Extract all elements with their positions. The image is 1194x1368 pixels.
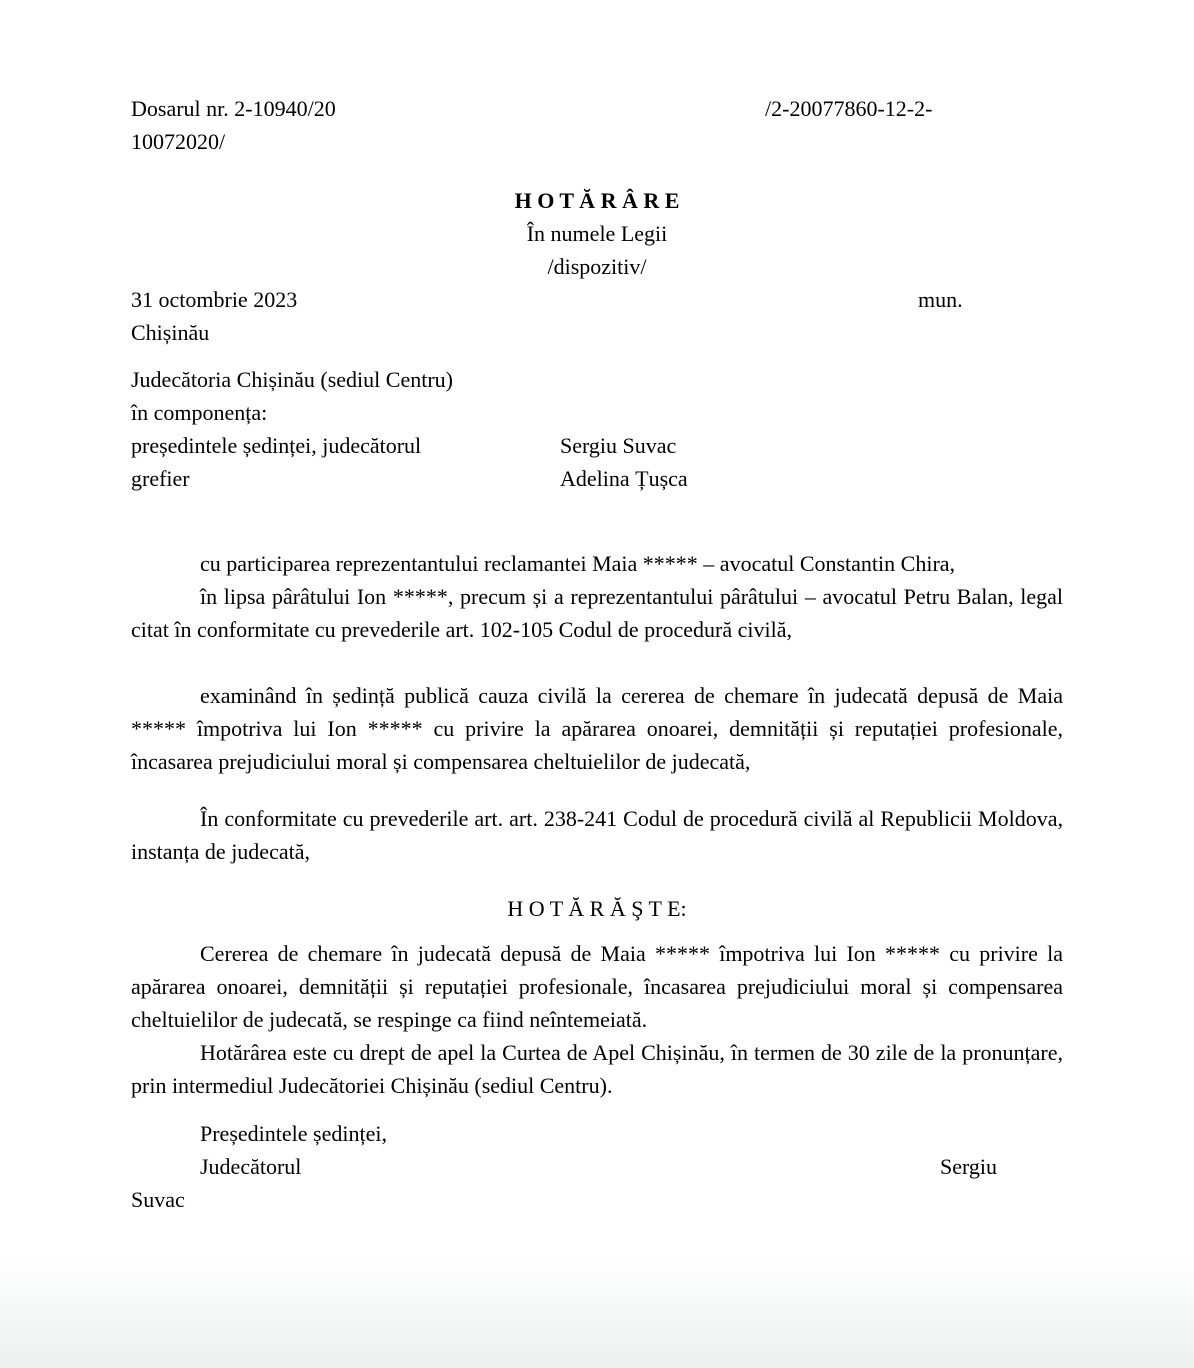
clerk-role-label: grefier — [131, 466, 190, 491]
signature-judge-label: Judecătorul — [200, 1154, 302, 1179]
ruling-heading: H O T Ă R Ă Ş T E: — [507, 896, 687, 921]
judge-name: Sergiu Suvac — [560, 433, 677, 458]
signature-role-line: Președintele ședinței, — [200, 1121, 387, 1146]
body-paragraph-examination: examinând în ședință publică cauza civilă la cererea de chemare în judecată depusă de Maia ***** împotriva lui Ion ***** cu privire la apărarea onoarei, demnității și reputației profesionale, încasarea prejudiciului moral și compensarea cheltuielilor de judecată, — [131, 683, 1063, 774]
signature-block — [131, 1117, 1063, 1216]
body-paragraph-participation: cu participarea reprezentantului reclamantei Maia ***** – avocatul Constantin Chira, — [200, 551, 956, 576]
municipality-abbrev: mun. — [918, 287, 963, 312]
court-name: Judecătoria Chișinău (sediul Centru) — [131, 367, 453, 392]
signature-last-name: Suvac — [131, 1187, 185, 1212]
subtitle-dispozitiv: /dispozitiv/ — [547, 254, 647, 279]
body-paragraph-legal-basis: În conformitate cu prevederile art. art. 238-241 Codul de procedură civilă al Republicii Moldova, instanța de judecată, — [131, 806, 1063, 864]
judge-role-label: președintele ședinței, judecătorul — [131, 433, 422, 458]
decision-date: 31 octombrie 2023 — [131, 287, 298, 312]
case-number-wrap: 10072020/ — [131, 129, 226, 154]
body-paragraph-absence: în lipsa pârâtului Ion *****, precum și a reprezentantului pârâtului – avocatul Petru Balan, legal citat în conformitate cu prevederile art. 102-105 Codul de procedură civilă, — [131, 584, 1063, 642]
court-composition-label: în componența: — [131, 400, 268, 425]
court-block — [131, 363, 1063, 495]
clerk-row — [131, 462, 1063, 495]
judge-row — [131, 429, 1063, 462]
case-number-right: /2-20077860-12-2- — [765, 96, 933, 121]
signature-first-name: Sergiu — [940, 1154, 998, 1179]
document-title: H O T Ă R Â R E — [514, 188, 680, 213]
date-line — [131, 283, 1063, 316]
ruling-paragraph-dismissal: Cererea de chemare în judecată depusă de Maia ***** împotriva lui Ion ***** cu privire la apărarea onoarei, demnității și reputației profesionale, încasarea prejudiciului moral și compensarea cheltuielilor de judecată, se respinge ca fiind neîntemeiată. — [131, 941, 1063, 1032]
signature-judge-line — [131, 1150, 1063, 1183]
case-number-line — [131, 92, 1063, 125]
ruling-paragraph-appeal: Hotărârea este cu drept de apel la Curtea de Apel Chișinău, în termen de 30 zile de la pronunțare, prin intermediul Judecătoriei Chișinău (sediul Centru). — [131, 1040, 1063, 1098]
city-name: Chișinău — [131, 320, 210, 345]
clerk-name: Adelina Țușca — [560, 466, 688, 491]
subtitle-in-numele-legii: În numele Legii — [526, 221, 668, 246]
case-number-left: Dosarul nr. 2-10940/20 — [131, 96, 336, 121]
